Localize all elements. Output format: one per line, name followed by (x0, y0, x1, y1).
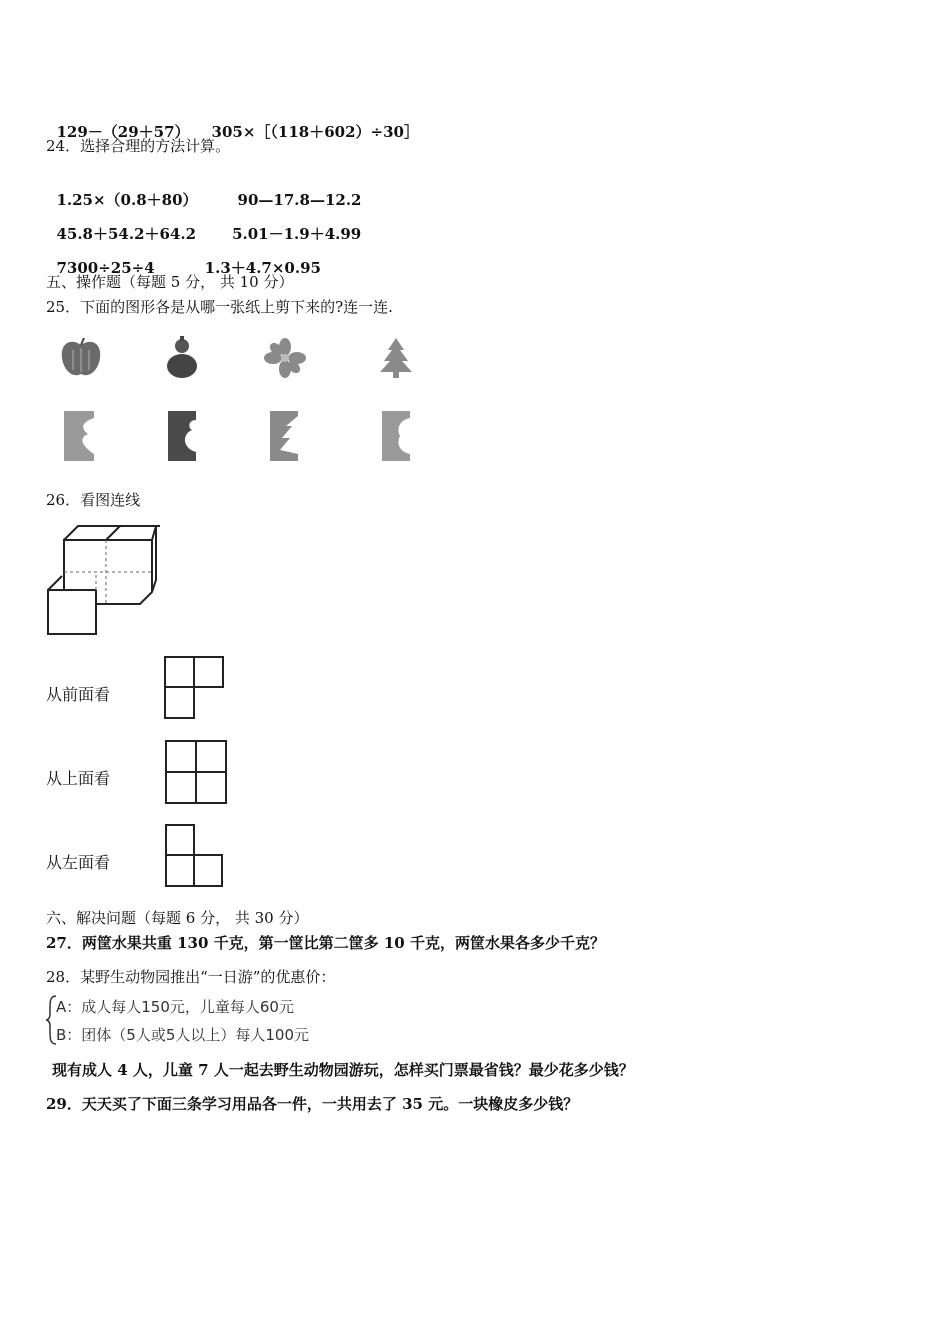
view-top-grid (162, 738, 230, 806)
view-label-front: 从前面看 (46, 685, 111, 704)
paper-gourd-icon (166, 410, 198, 462)
calc-expression: 7300÷25÷4 (56, 259, 155, 277)
paper-tree-icon (268, 410, 300, 462)
tree-icon (375, 336, 417, 380)
section-6-heading: 六、解决问题（每题 6 分， 共 30 分） (46, 909, 309, 927)
calc-expression: 1.3＋4.7×0.95 (204, 259, 321, 277)
question-27: 27．两筐水果共重 130 千克，第一筐比第二筐多 10 千克，两筐水果各多少千克？ (46, 934, 605, 952)
question-25: 25．下面的图形各是从哪一张纸上剪下来的?连一连. (46, 298, 393, 316)
calc-expression: 45.8＋54.2＋64.2 (56, 225, 197, 243)
question-26: 26．看图连线 (46, 491, 141, 509)
cube-solid-diagram (44, 520, 160, 640)
view-label-top: 从上面看 (46, 769, 111, 788)
gourd-icon (162, 334, 202, 380)
apple-icon (58, 336, 104, 380)
calc-expression: 5.01－1.9＋4.99 (232, 225, 362, 243)
question-28-prompt: 现有成人 4 人，儿童 7 人一起去野生动物园游玩，怎样买门票最省钱？最少花多少钱？ (52, 1061, 634, 1079)
paper-leaf-icon (62, 410, 96, 462)
question-29: 29．天天买了下面三条学习用品各一件，一共用去了 35 元。一块橡皮多少钱？ (46, 1095, 579, 1113)
view-left-grid (162, 822, 226, 890)
section-5-heading: 五、操作题（每题 5 分， 共 10 分） (46, 273, 294, 291)
calc-expression: 1.25×（0.8＋80） (56, 191, 198, 209)
flower-icon (262, 336, 308, 380)
view-front-grid (162, 654, 226, 722)
option-a-text: A：成人每人150元，儿童每人60元 (56, 998, 294, 1016)
calc-expression: 90—17.8—12.2 (237, 191, 362, 209)
calc-expression: 129－（29＋57） (56, 123, 190, 141)
paper-apple-icon (380, 410, 412, 462)
question-28: 28．某野生动物园推出“一日游”的优惠价： (46, 968, 336, 986)
option-b-text: B：团体（5人或5人以上）每人100元 (56, 1026, 310, 1044)
calc-expression: 305×［（118＋602）÷30］ (211, 123, 419, 141)
question-24: 24．选择合理的方法计算。 (46, 137, 231, 155)
view-label-left: 从左面看 (46, 853, 111, 872)
